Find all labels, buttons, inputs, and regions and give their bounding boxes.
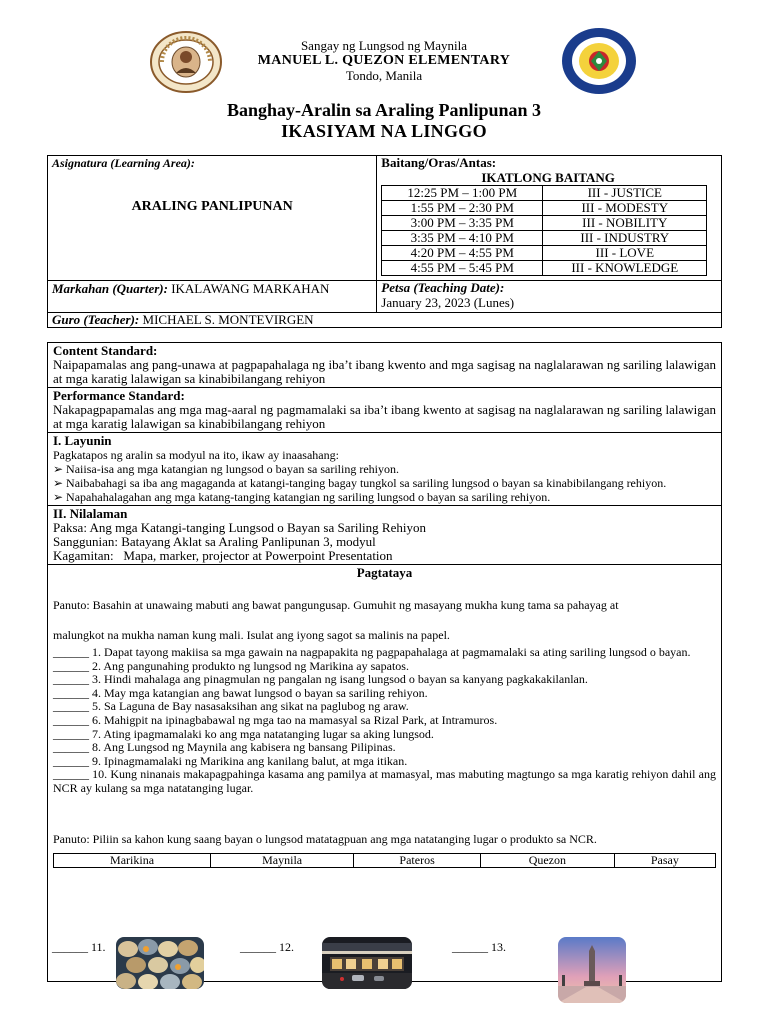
choice-cell: Quezon — [480, 853, 614, 867]
choices-table — [53, 853, 716, 868]
quiz-item: ______ 10. Kung ninanais makapagpahinga kasama ang pamilya at mamasyal, mas mabuting magtungo sa mga karatig rehiyon dahil ang NCR ay kulang sa mga natatanging lugar. — [53, 767, 716, 795]
schedule-row — [382, 201, 707, 216]
quiz-item: ______ 2. Ang pangunahing produkto ng lungsod ng Marikina ay sapatos. — [53, 658, 409, 673]
school-location: Tondo, Manila — [345, 68, 423, 83]
quarter-cell — [48, 281, 377, 313]
teacher-cell — [48, 313, 722, 328]
choice-cell: Marikina — [54, 853, 211, 867]
lesson-content — [47, 342, 722, 982]
quiz-item: ______ 5. Sa Laguna de Bay nasasaksihan ang sikat na paglubog ng araw. — [53, 699, 409, 714]
pagtataya-section — [48, 565, 721, 868]
content-standard-text: Naipapamalas ang pang-unawa at pagpapahalaga ng iba’t ibang kwento and mga sagisag na naglalarawan ng sariling lalawigan at mga karatig lalawigan sa kinabibilangang rehiyon — [53, 357, 716, 386]
schedule-section: III - MODESTY — [543, 201, 707, 216]
quiz-item: ______ 3. Hindi mahalaga ang pinagmulan ng pangalan ng isang lungsod o bayan sa kanyang pagkakakilanlan. — [53, 672, 588, 687]
layunin-item: ➢ Napahahalagahan ang mga katang-tanging katangian ng sariling lungsod o bayan sa sariling rehiyon. — [53, 490, 551, 504]
date-cell — [377, 281, 722, 313]
paksa-text: Paksa: Ang mga Katangi-tanging Lungsod o Bayan sa Sariling Rehiyon — [53, 520, 426, 535]
schedule-row — [382, 186, 707, 201]
schedule-table — [381, 185, 707, 276]
grade-value: IKATLONG BAITANG — [481, 170, 615, 185]
teacher-label: Guro (Teacher): — [52, 312, 140, 327]
grade-cell — [377, 156, 722, 281]
layunin-item: ➢ Naibabahagi sa iba ang magaganda at katangi-tanging bagay tungkol sa sariling lungsod o bayan sa kinabibilangang rehiyon. — [53, 476, 667, 490]
school-name: MANUEL L. QUEZON ELEMENTARY — [257, 53, 511, 68]
learning-area-label: Asignatura (Learning Area): — [52, 156, 195, 170]
quiz-item: ______ 6. Mahigpit na ipinagbabawal ng mga tao na mamasyal sa Rizal Park, at Intramuros. — [53, 712, 498, 727]
schedule-time: 3:35 PM – 4:10 PM — [382, 231, 543, 246]
panuto-1b: malungkot na mukha naman kung mali. Isulat ang iyong sagot sa malinis na papel. — [53, 628, 450, 642]
teacher-value: MICHAEL S. MONTEVIRGEN — [142, 312, 314, 327]
schedule-section: III - LOVE — [543, 246, 707, 261]
schedule-section: III - INDUSTRY — [543, 231, 707, 246]
quiz-item: ______ 1. Dapat tayong makiisa sa mga gawain na nagpapakita ng pagpapahalaga at pagmamalaki sa ating sariling lungsod o bayan. — [53, 645, 691, 659]
grade-label: Baitang/Oras/Antas: — [381, 155, 497, 170]
layunin-item: ➢ Naiisa-isa ang mga katangian ng lungsod o bayan sa sariling rehiyon. — [53, 462, 399, 476]
blank-12: ______ 12. — [240, 940, 294, 954]
content-standard-section — [48, 343, 721, 388]
schedule-time: 3:00 PM – 3:35 PM — [382, 216, 543, 231]
quiz-item: ______ 7. Ating ipagmamalaki ko ang mga natatanging lugar sa aking lungsod. — [53, 726, 434, 741]
schedule-time: 12:25 PM – 1:00 PM — [382, 186, 543, 201]
performance-standard-section — [48, 388, 721, 433]
blank-11: ______ 11. — [52, 940, 106, 954]
kagamitan-text: Kagamitan: Mapa, marker, projector at Powerpoint Presentation — [53, 548, 393, 563]
week-title: IKASIYAM NA LINGGO — [281, 121, 487, 141]
layunin-heading: I. Layunin — [53, 433, 112, 448]
content-standard-heading: Content Standard: — [53, 343, 158, 358]
schedule-row — [382, 231, 707, 246]
learning-area-cell — [48, 156, 377, 281]
schedule-section: III - NOBILITY — [543, 216, 707, 231]
date-value: January 23, 2023 (Lunes) — [381, 295, 515, 310]
schedule-time: 4:55 PM – 5:45 PM — [382, 261, 543, 276]
quiz-item: ______ 8. Ang Lungsod ng Maynila ang kabisera ng bansang Pilipinas. — [53, 740, 396, 755]
performance-standard-heading: Performance Standard: — [53, 388, 185, 403]
nilalaman-section — [48, 506, 721, 565]
balut-eggs-image — [116, 937, 204, 989]
division-name: Sangay ng Lungsod ng Maynila — [300, 38, 468, 53]
layunin-intro: Pagkatapos ng aralin sa modyul na ito, ikaw ay inaasahang: — [53, 448, 339, 462]
date-label: Petsa (Teaching Date): — [381, 280, 505, 295]
quarter-value: IKALAWANG MARKAHAN — [171, 281, 330, 296]
quiz-item: ______ 4. May mga katangian ang bawat lungsod o bayan sa sariling rehiyon. — [53, 685, 428, 700]
schedule-row — [382, 216, 707, 231]
quarter-label: Markahan (Quarter): — [52, 281, 168, 296]
quiz-items — [53, 646, 716, 796]
layunin-section — [48, 433, 721, 506]
info-table — [47, 155, 722, 328]
nilalaman-heading: II. Nilalaman — [53, 506, 128, 521]
choice-cell: Maynila — [211, 853, 354, 867]
quiz-item: ______ 9. Ipinagmamalaki ng Marikina ang kanilang balut, at mga itikan. — [53, 753, 408, 768]
performance-standard-text: Nakapagpapamalas ang mga mag-aaral ng pagmamalaki sa iba’t ibang kwento at sagisag na naglalarawan ng sariling lalawigan at mga karatig lalawigan sa kinabibilangang rehiyon — [53, 402, 716, 431]
blank-13: ______ 13. — [452, 940, 506, 954]
schedule-section: III - KNOWLEDGE — [543, 261, 707, 276]
schedule-section: III - JUSTICE — [543, 186, 707, 201]
lesson-plan-title: Banghay-Aralin sa Araling Panlipunan 3 — [226, 100, 542, 120]
schedule-time: 1:55 PM – 2:30 PM — [382, 201, 543, 216]
rizal-park-image — [558, 937, 626, 1003]
choice-cell: Pasay — [614, 853, 715, 867]
choice-cell: Pateros — [354, 853, 481, 867]
sanggunian-text: Sanggunian: Batayang Aklat sa Araling Panlipunan 3, modyul — [53, 534, 376, 549]
panuto-1a: Panuto: Basahin at unawaing mabuti ang bawat pangungusap. Gumuhit ng masayang mukha kung tama sa pahayag at — [53, 598, 619, 612]
learning-area-value: ARALING PANLIPUNAN — [131, 199, 293, 214]
mall-night-image — [322, 937, 412, 989]
panuto-2: Panuto: Piliin sa kahon kung saang bayan o lungsod matatagpuan ang mga natatanging lugar o produkto sa NCR. — [53, 831, 597, 846]
schedule-row — [382, 261, 707, 276]
schedule-time: 4:20 PM – 4:55 PM — [382, 246, 543, 261]
schedule-row — [382, 246, 707, 261]
pagtataya-heading: Pagtataya — [356, 565, 413, 580]
